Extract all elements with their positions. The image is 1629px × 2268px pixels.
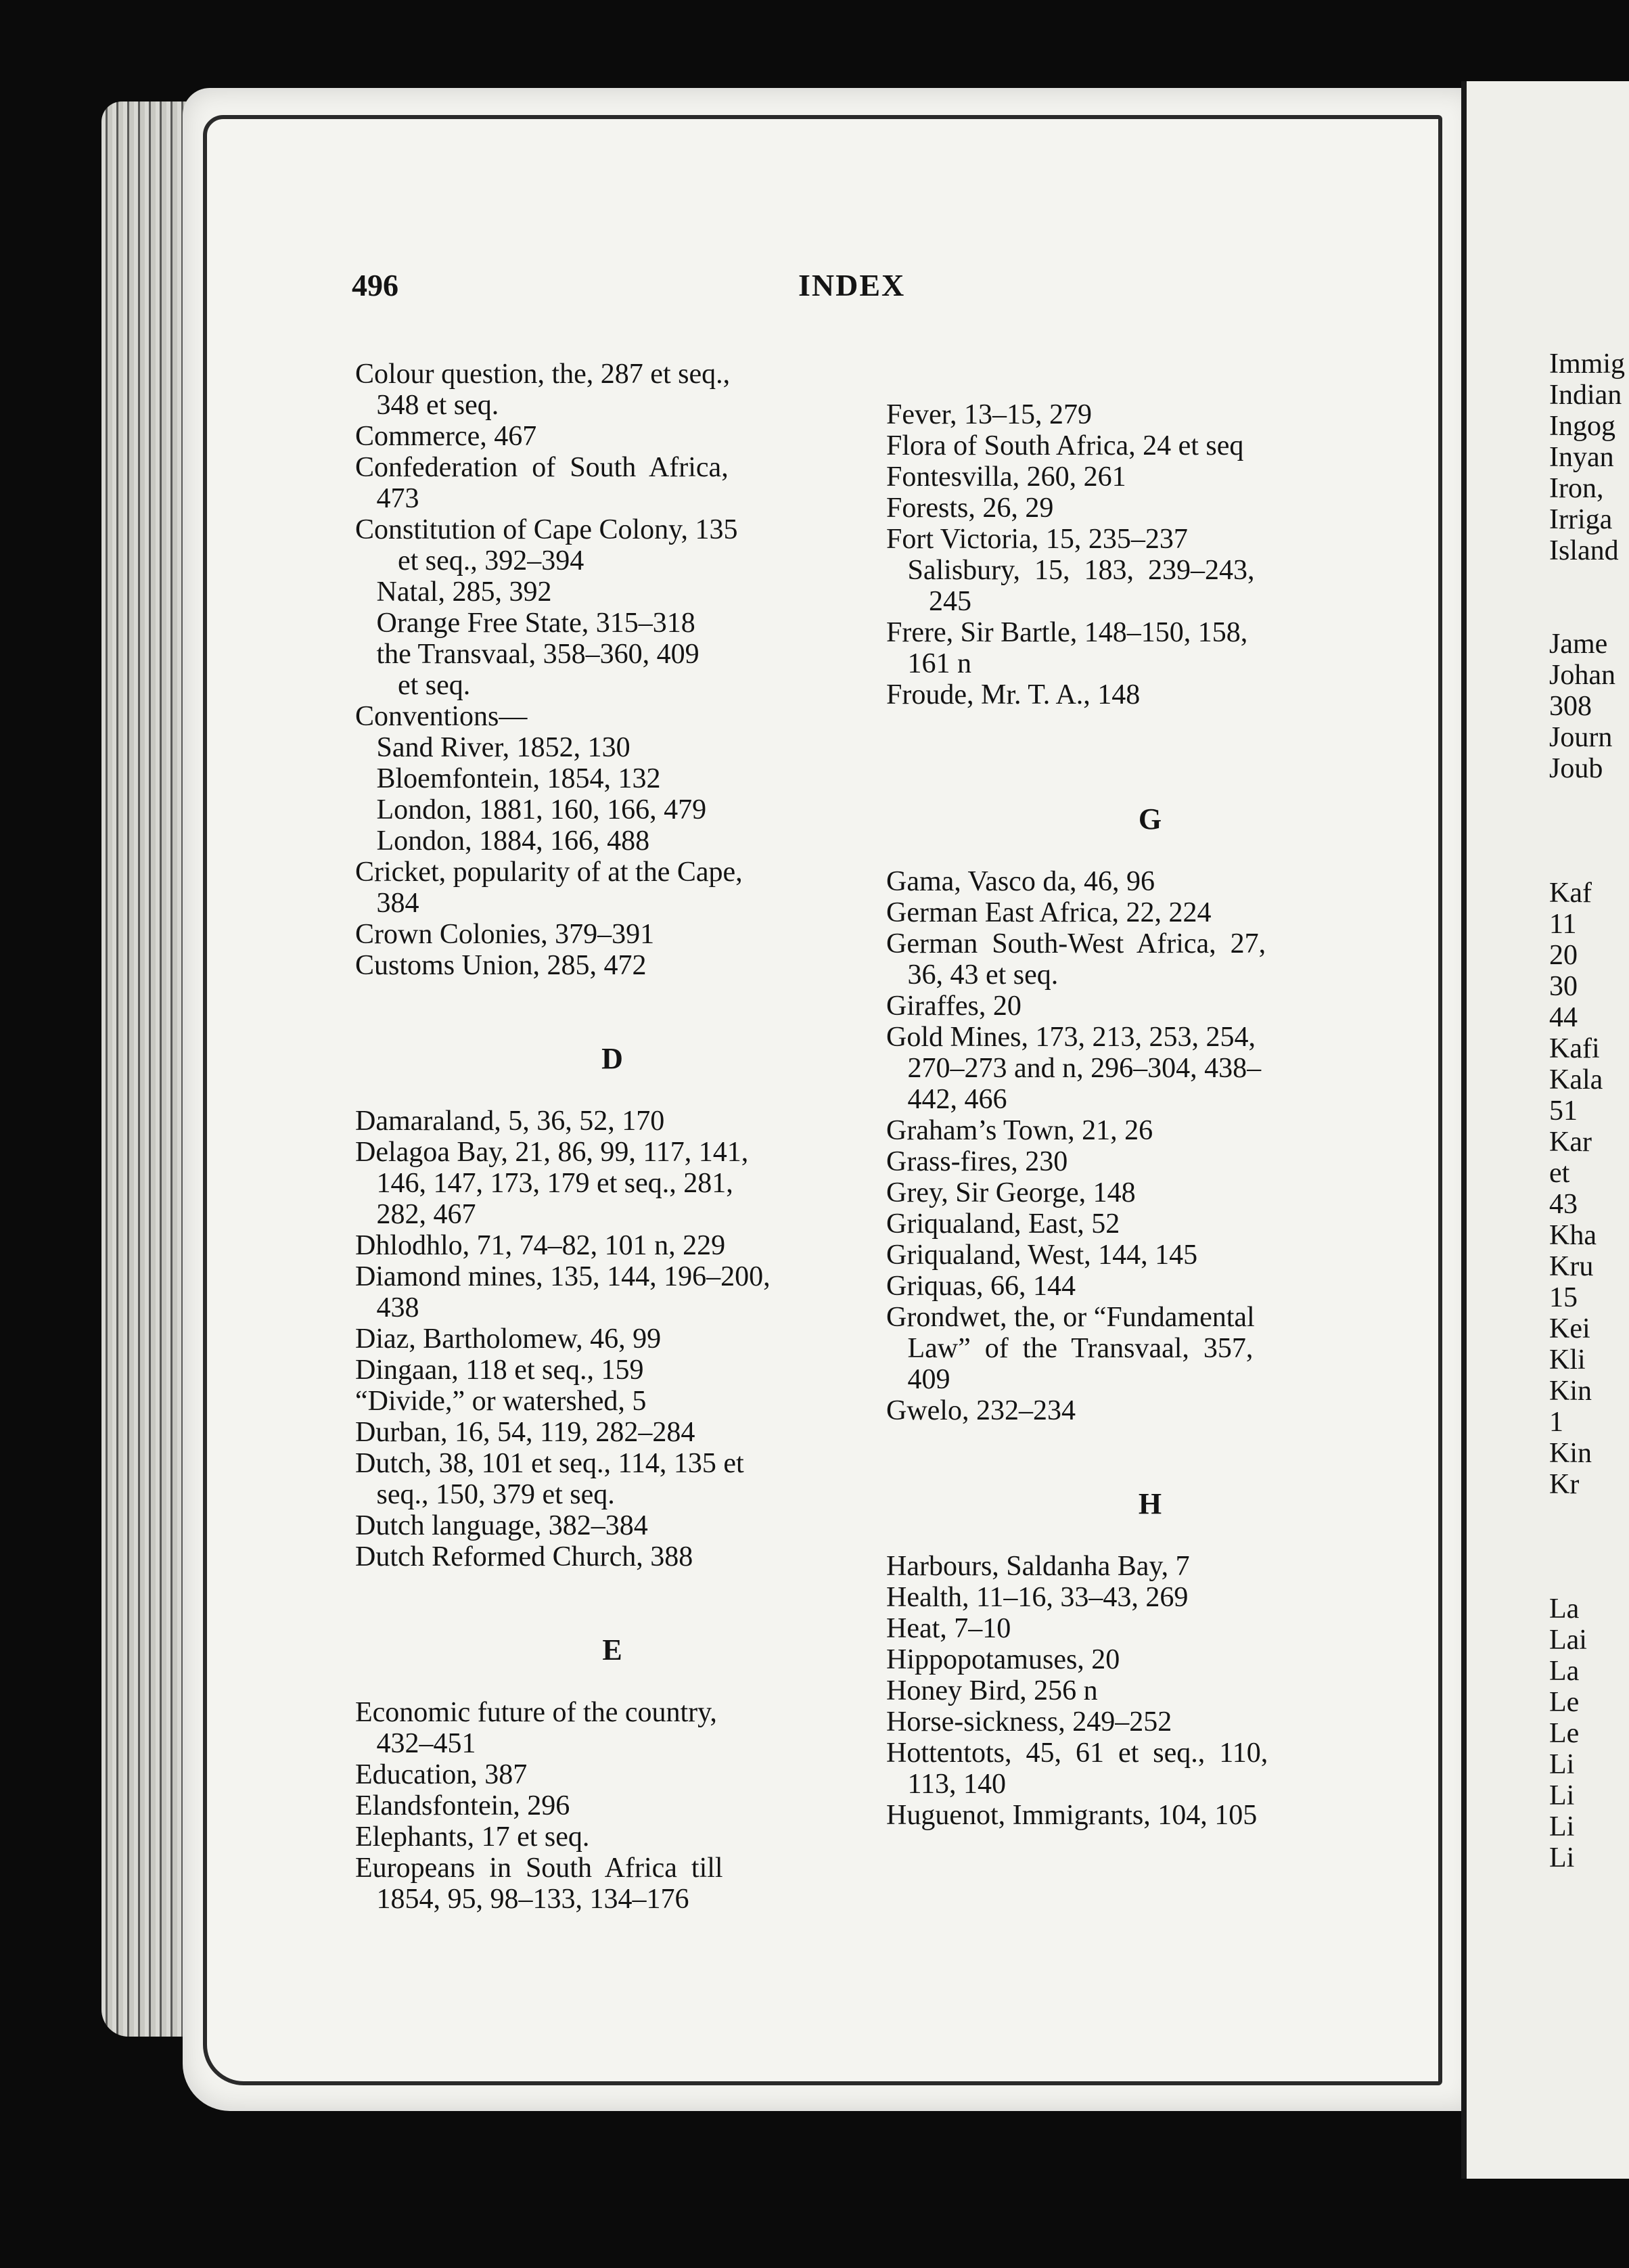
index-entry: Colour question, the, 287 et seq., [355,359,731,390]
blank-line [886,710,1414,742]
facing-page-fragment: Jame [1549,629,1608,660]
facing-page-fragment: 15 [1549,1282,1578,1313]
index-entry: Hippopotamuses, 20 [886,1644,1120,1675]
facing-page-fragment: Le [1549,1687,1580,1718]
facing-page-fragment: Li [1549,1811,1575,1842]
index-entry: Dutch, 38, 101 et seq., 114, 135 et [355,1448,744,1479]
facing-page-fragment: Kala [1549,1064,1603,1095]
facing-page-fragment: Joub [1549,753,1603,784]
letter-heading: E [602,1633,622,1666]
letter-heading: G [1138,802,1162,836]
index-entry: Elephants, 17 et seq. [355,1821,590,1853]
index-entry: the Transvaal, 358–360, 409 [355,639,699,670]
index-entry: 409 [886,1364,950,1395]
index-entry: Bloemfontein, 1854, 132 [355,763,661,794]
blank-line [1549,597,1629,629]
facing-page-fragment: Irriga [1549,504,1613,535]
index-entry: Dutch language, 382–384 [355,1510,648,1541]
facing-page-fragment: Kru [1549,1251,1594,1282]
index-entry: 432–451 [355,1728,476,1759]
index-entry: Diaz, Bartholomew, 46, 99 [355,1323,662,1355]
index-entry: Grey, Sir George, 148 [886,1177,1136,1208]
index-entry: Confederation of South Africa, [355,452,729,483]
blank-line [1549,784,1629,815]
facing-page-fragment: 308 [1549,691,1592,722]
facing-page-fragment: 51 [1549,1095,1578,1127]
index-entry: Huguenot, Immigrants, 104, 105 [886,1800,1258,1831]
index-entry: 438 [355,1292,419,1323]
index-entry: Fort Victoria, 15, 235–237 [886,524,1188,555]
facing-page-fragment: Indian [1549,380,1622,411]
index-entry: Fever, 13–15, 279 [886,399,1092,430]
blank-line [1549,566,1629,597]
index-entry: Customs Union, 285, 472 [355,950,647,981]
facing-page-fragment: Lai [1549,1625,1587,1656]
index-entry: et seq. [355,670,471,701]
facing-page-fragment: 11 [1549,909,1577,940]
running-head: INDEX [798,268,906,302]
index-entry: Gwelo, 232–234 [886,1395,1076,1426]
page-header [352,267,1312,315]
index-entry: German South-West Africa, 27, [886,928,1266,959]
index-entry: 348 et seq. [355,390,499,421]
index-entry: Froude, Mr. T. A., 148 [886,679,1141,710]
facing-page-fragment: Kha [1549,1220,1597,1251]
index-entry: Crown Colonies, 379–391 [355,919,655,950]
facing-page-fragment: 30 [1549,971,1578,1002]
index-entry: Delagoa Bay, 21, 86, 99, 117, 141, [355,1137,749,1168]
facing-page-fragment: Johan [1549,660,1615,691]
blank-line [1549,846,1629,878]
index-column-right [886,399,1414,1831]
blank-line [886,773,1414,804]
blank-line [1549,815,1629,846]
index-entry: London, 1884, 166, 488 [355,825,650,857]
facing-page-fragment: Kei [1549,1313,1590,1344]
facing-page-fragment: et [1549,1158,1570,1189]
index-entry: Salisbury, 15, 183, 239–243, [886,555,1255,586]
index-entry: 113, 140 [886,1769,1006,1800]
index-entry: Elandsfontein, 296 [355,1790,570,1821]
index-entry: Conventions— [355,701,528,732]
index-entry: Orange Free State, 315–318 [355,608,695,639]
blank-line [355,1604,869,1635]
facing-page-fragment: Immig [1549,348,1625,380]
index-entry: Diamond mines, 135, 144, 196–200, [355,1261,771,1292]
index-entry: Commerce, 467 [355,421,537,452]
blank-line [886,742,1414,773]
facing-page-fragments [1549,348,1629,1874]
index-entry: 384 [355,888,419,919]
index-entry: “Divide,” or watershed, 5 [355,1386,647,1417]
index-entry: Hottentots, 45, 61 et seq., 110, [886,1738,1268,1769]
index-entry: Fontesvilla, 260, 261 [886,461,1126,493]
blank-line [886,1520,1414,1551]
index-entry: 442, 466 [886,1084,1007,1115]
index-entry: Griquas, 66, 144 [886,1271,1076,1302]
blank-line [886,835,1414,866]
index-entry: Law” of the Transvaal, 357, [886,1333,1254,1364]
facing-page-fragment: Journ [1549,722,1613,753]
facing-page-fragment: Kin [1549,1438,1592,1469]
index-entry: Grass-fires, 230 [886,1146,1068,1177]
index-entry: Horse-sickness, 249–252 [886,1706,1172,1738]
facing-page-fragment: Kaf [1549,878,1592,909]
facing-page-fragment: Ingog [1549,411,1615,442]
facing-page-fragment: 1 [1549,1407,1563,1438]
blank-line [355,1012,869,1043]
index-entry: 473 [355,483,419,514]
facing-page-fragment: La [1549,1656,1580,1687]
facing-page-fragment: Li [1549,1749,1575,1780]
index-entry: Honey Bird, 256 n [886,1675,1098,1706]
index-entry: 282, 467 [355,1199,476,1230]
facing-page-fragment: 44 [1549,1002,1578,1033]
index-entry: Gama, Vasco da, 46, 96 [886,866,1155,897]
index-entry: Giraffes, 20 [886,991,1022,1022]
facing-page-fragment: La [1549,1593,1580,1625]
index-entry: 270–273 and n, 296–304, 438– [886,1053,1262,1084]
index-entry: Grondwet, the, or “Fundamental [886,1302,1255,1333]
facing-page-fragment: Li [1549,1780,1575,1811]
index-entry: et seq., 392–394 [355,545,584,576]
index-entry: German East Africa, 22, 224 [886,897,1212,928]
index-entry: Economic future of the country, [355,1697,717,1728]
facing-page-fragment: Kar [1549,1127,1592,1158]
index-entry: 245 [886,586,971,617]
facing-page-fragment: Kr [1549,1469,1580,1500]
facing-page-fragment: 20 [1549,940,1578,971]
letter-heading: D [601,1042,623,1075]
index-entry: 146, 147, 173, 179 et seq., 281, [355,1168,733,1199]
index-entry: Gold Mines, 173, 213, 253, 254, [886,1022,1256,1053]
index-entry: Damaraland, 5, 36, 52, 170 [355,1106,665,1137]
index-column-left [355,359,869,1915]
blank-line [355,1666,869,1697]
blank-line [1549,1500,1629,1531]
index-entry: Flora of South Africa, 24 et seq [886,430,1244,461]
index-entry: Dingaan, 118 et seq., 159 [355,1355,644,1386]
index-entry: 36, 43 et seq. [886,959,1059,991]
index-entry: seq., 150, 379 et seq. [355,1479,615,1510]
index-entry: Natal, 285, 392 [355,576,552,608]
index-entry: Griqualand, West, 144, 145 [886,1240,1198,1271]
index-entry: Heat, 7–10 [886,1613,1011,1644]
index-entry: Cricket, popularity of at the Cape, [355,857,743,888]
blank-line [886,1426,1414,1457]
facing-page-fragment: 43 [1549,1189,1578,1220]
blank-line [355,981,869,1012]
facing-page-fragment: Inyan [1549,442,1614,473]
index-entry: Constitution of Cape Colony, 135 [355,514,738,545]
index-entry: Durban, 16, 54, 119, 282–284 [355,1417,695,1448]
blank-line [1549,1531,1629,1562]
index-entry: Griqualand, East, 52 [886,1208,1120,1240]
letter-heading: H [1138,1487,1162,1520]
facing-page-fragment: Iron, [1549,473,1604,504]
index-entry: Graham’s Town, 21, 26 [886,1115,1153,1146]
facing-page-fragment: Kli [1549,1344,1586,1376]
facing-page-fragment: Kafi [1549,1033,1600,1064]
index-entry: Frere, Sir Bartle, 148–150, 158, [886,617,1248,648]
index-entry: Europeans in South Africa till [355,1853,723,1884]
index-entry: Dutch Reformed Church, 388 [355,1541,693,1572]
index-entry: Harbours, Saldanha Bay, 7 [886,1551,1190,1582]
index-entry: 161 n [886,648,971,679]
page-number: 496 [352,268,398,302]
index-entry: 1854, 95, 98–133, 134–176 [355,1884,689,1915]
facing-page-fragment: Li [1549,1842,1575,1874]
index-entry: Health, 11–16, 33–43, 269 [886,1582,1189,1613]
blank-line [355,1572,869,1604]
facing-page-fragment: Kin [1549,1376,1592,1407]
index-entry: Dhlodhlo, 71, 74–82, 101 n, 229 [355,1230,726,1261]
blank-line [886,1457,1414,1489]
index-entry: Education, 387 [355,1759,528,1790]
blank-line [355,1074,869,1106]
index-entry: Sand River, 1852, 130 [355,732,630,763]
facing-page-fragment: Island [1549,535,1619,566]
index-entry: London, 1881, 160, 166, 479 [355,794,707,825]
blank-line [1549,1562,1629,1593]
index-entry: Forests, 26, 29 [886,493,1054,524]
facing-page-fragment: Le [1549,1718,1580,1749]
